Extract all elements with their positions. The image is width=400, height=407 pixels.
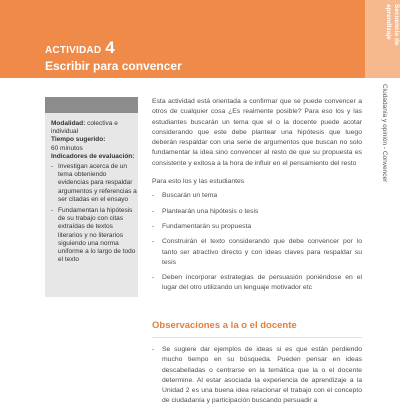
- indicator-text: Fundamentan la hipótesis de su trabajo con citas extraídas de textos literarios y no literarios siguiendo una norma uniforme a lo largo de todo el texto: [58, 207, 136, 264]
- activity-sidebar: [45, 97, 138, 297]
- bullet-icon: -: [152, 222, 155, 230]
- activity-label: [45, 38, 115, 58]
- bullet-icon: -: [51, 207, 54, 215]
- list-item-text: Buscarán un tema: [162, 192, 218, 200]
- observations-divider: [152, 337, 362, 338]
- main-bullet-list: [152, 191, 362, 293]
- sidebar-content: [51, 120, 137, 267]
- modality-label: Modalidad:: [51, 120, 86, 127]
- main-paragraph: Esta actividad está orientada a confirmar que se puede convencer a otros de cualquier cosa ¿Es realmente posible? Para eso los y las estudiantes buscarán un tema que el o la docente puede acotar considerando que este debe plantear una hipótesis que luego deberán respaldar con una serie de argumentos que buscan no solo fundamentar la idea sino convencer al resto de que su propuesta es consistente y exitosa a la hora de influir en el pensamiento del resto: [152, 98, 362, 167]
- bullet-icon: -: [51, 163, 54, 171]
- indicators-label: [51, 153, 137, 161]
- main-content: [152, 97, 362, 299]
- list-item: [152, 273, 362, 294]
- observations-text: Se sugiere dar ejemplos de ideas si es que están perdiendo mucho tiempo en su búsqueda. Pueden pensar en ideas descabelladas o centrarse en la temática que la o el docente determine. Al estar asociada la experiencia de aprendizaje a la Unidad 2 es una buena idea relacionar el trabajo con el concepto de ciudadanía y participación buscando persuadir a: [162, 346, 362, 405]
- time-label: [51, 136, 137, 144]
- sidebar-header-bar: [45, 97, 138, 113]
- indicator-item: [51, 207, 137, 264]
- activity-number: 4: [105, 38, 115, 57]
- activity-label-text: ACTIVIDAD: [45, 45, 102, 56]
- indicator-text: Investigan acerca de un tema obteniendo evidencias para respaldar argumentos y referencias a ser citadas en el ensayo: [58, 163, 137, 203]
- list-item: [152, 222, 362, 232]
- list-item: [152, 207, 362, 217]
- list-item-text: Deben incorporar estrategias de persuasión poniéndose en el lugar del otro utilizando un lenguaje motivador etc: [162, 274, 362, 292]
- list-item-text: Plantearán una hipótesis o tesis: [162, 207, 259, 215]
- bullet-icon: -: [152, 274, 155, 282]
- list-item-text: Construirán el texto considerando que debe convencer por lo tanto ser atractivo directo y con ideas claves para respaldar su tesis: [162, 238, 362, 266]
- main-intro: Para esto los y las estudiantes: [152, 178, 245, 186]
- side-tab-text: Secuencia de aprendizaje: [385, 4, 400, 46]
- modality-value: colectiva e individual: [51, 120, 118, 136]
- indicators-list: [51, 163, 137, 264]
- bullet-icon: -: [152, 238, 155, 246]
- list-item: [152, 237, 362, 268]
- activity-title: Escribir para convencer: [45, 59, 182, 73]
- list-item: [152, 191, 362, 201]
- time-label-text: Tiempo sugerido:: [51, 136, 106, 144]
- bullet-icon: -: [152, 192, 155, 200]
- bullet-icon: -: [152, 207, 155, 215]
- indicator-item: [51, 163, 137, 204]
- list-item-text: Fundamentarán su propuesta: [162, 222, 252, 230]
- observations-item: [152, 345, 362, 407]
- time-value: 60 minutos: [51, 144, 83, 152]
- observations-title: Observaciones a la o el docente: [152, 320, 297, 331]
- observations-content: [152, 345, 362, 405]
- side-course-label: Ciudadanía y opinión - Convencer: [381, 84, 388, 183]
- modality: [51, 120, 137, 136]
- bullet-icon: -: [152, 346, 155, 353]
- indicators-label-text: Indicadores de evaluación:: [51, 152, 135, 160]
